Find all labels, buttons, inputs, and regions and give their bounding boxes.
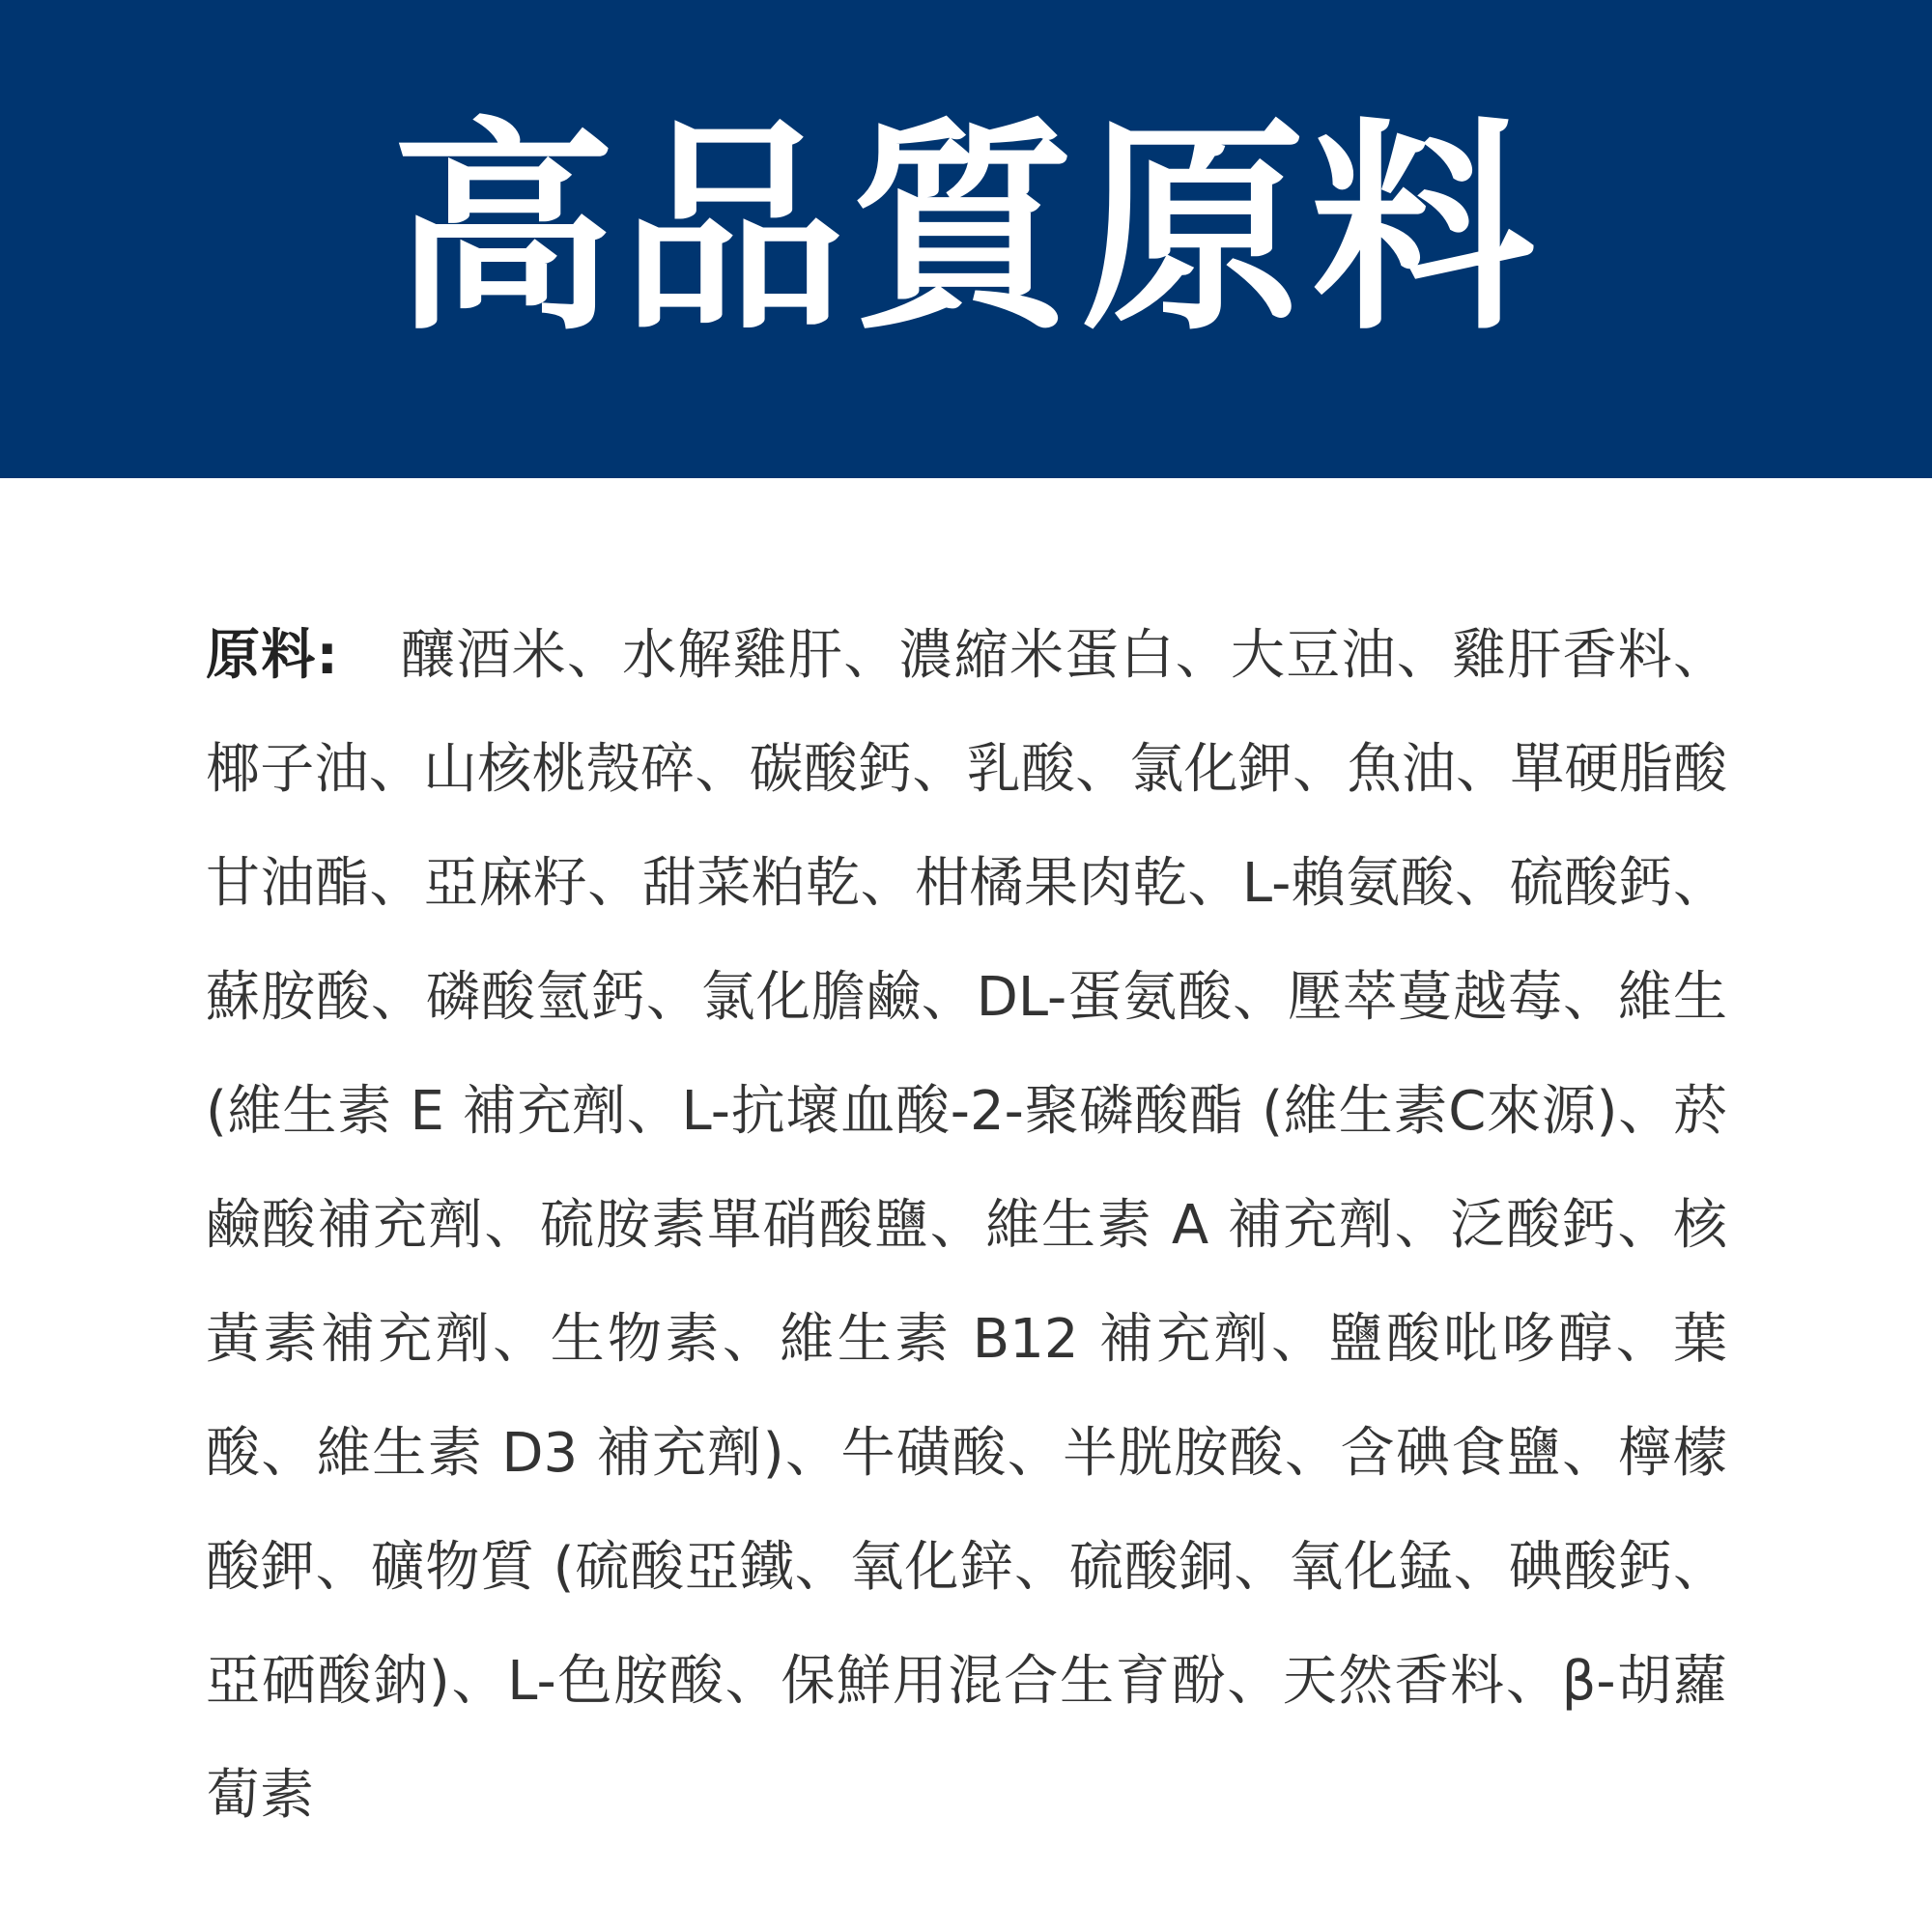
ingredients-paragraph	[206, 599, 1727, 1853]
ingredients-text: 釀酒米、水解雞肝、濃縮米蛋白、大豆油、雞肝香料、椰子油、山核桃殼碎、碳酸鈣、乳酸、氯化鉀、魚油、單硬脂酸甘油酯、亞麻籽、甜菜粕乾、柑橘果肉乾、L-賴氨酸、硫酸鈣、蘇胺酸、磷酸氫鈣、氯化膽鹼、DL-蛋氨酸、壓萃蔓越莓、維生 (維生素 E 補充劑、L-抗壞血酸-2-聚磷酸酯 (維生素C來源)、菸鹼酸補充劑、硫胺素單硝酸鹽、維生素 A 補充劑、泛酸鈣、核黃素補充劑、生物素、維生素 B12 補充劑、鹽酸吡哆醇、葉酸、維生素 D3 補充劑)、牛磺酸、半胱胺酸、含碘食鹽、檸檬酸鉀、礦物質 (硫酸亞鐵、氧化鋅、硫酸銅、氧化錳、碘酸鈣、亞硒酸鈉)、L-色胺酸、保鮮用混合生育酚、天然香料、β-胡蘿蔔素	[206, 624, 1727, 1827]
ingredients-label: 原料:	[206, 624, 338, 687]
ingredients-section	[206, 599, 1727, 1853]
page-title: 高品質原料	[390, 99, 1541, 360]
header-banner	[0, 0, 1932, 478]
